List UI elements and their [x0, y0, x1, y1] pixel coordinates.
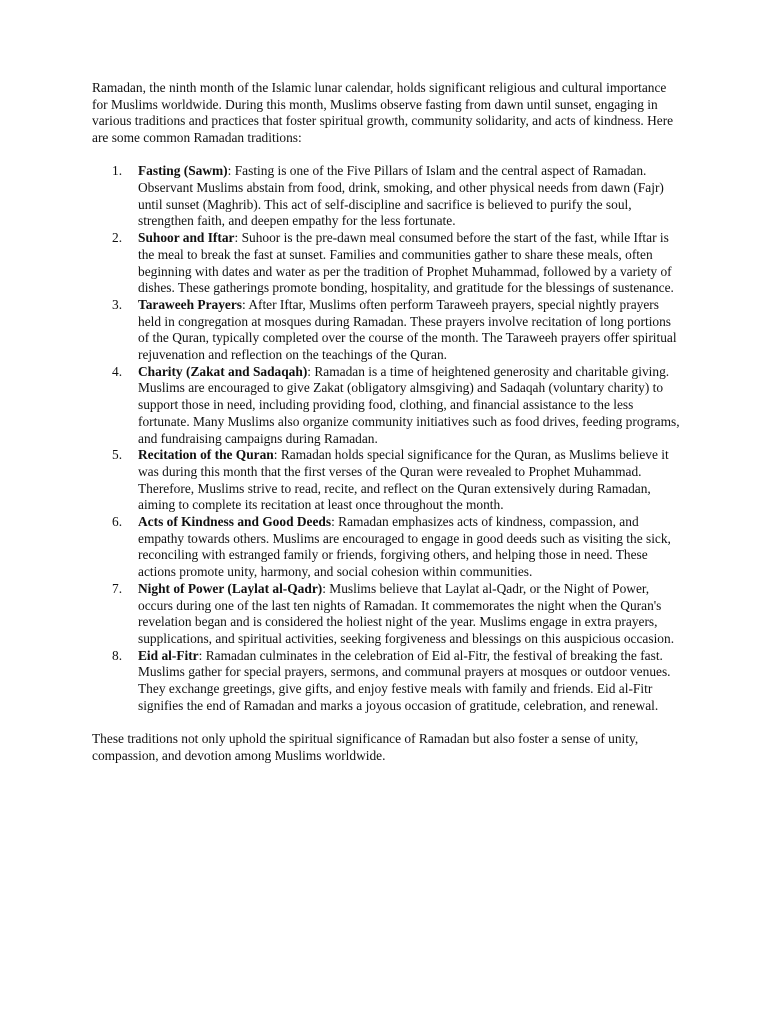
list-item-taraweeh	[112, 296, 682, 364]
list-item-night-of-power	[112, 580, 682, 648]
list-item-text: : Ramadan holds special significance for the Quran, as Muslims believe it was during this month that the first verses of the Quran were revealed to Prophet Muhammad. Therefore, Muslims strive to read, recite, and reflect on the Quran extensively during Ramadan, aiming to complete its recitation at least once throughout the month.	[138, 447, 669, 513]
list-item-title: Eid al-Fitr	[138, 647, 199, 663]
list-item-title: Acts of Kindness and Good Deeds	[138, 514, 332, 530]
list-item-kindness	[112, 514, 682, 581]
list-item-quran-recitation	[112, 447, 682, 514]
list-item-text: : Ramadan emphasizes acts of kindness, compassion, and empathy towards others. Muslims are encouraged to engage in good deeds such as visiting the sick, reconciling with estranged family or friends, forgiving others, and helping those in need. These actions promote unity, harmony, and social cohesion within communities.	[138, 514, 671, 580]
list-item-number: 2.	[112, 230, 123, 246]
list-item-number: 7.	[112, 580, 123, 596]
list-item-suhoor-iftar	[112, 230, 682, 297]
list-item-text: : Suhoor is the pre-dawn meal consumed before the start of the fast, while Iftar is the meal to break the fast at sunset. Families and communities gather to share these meals, often beginning with dates and water as per the tradition of Prophet Muhammad, followed by a variety of dishes. These gatherings promote bonding, hospitality, and gratitude for the blessings of sustenance.	[138, 230, 674, 296]
intro-paragraph: Ramadan, the ninth month of the Islamic lunar calendar, holds significant religious and cultural importance for Muslims worldwide. During this month, Muslims observe fasting from dawn until sunset, engaging in various traditions and practices that foster spiritual growth, community solidarity, and acts of kindness. Here are some common Ramadan traditions:	[92, 80, 674, 146]
list-item-title: Night of Power (Laylat al-Qadr)	[138, 580, 323, 596]
list-item-fasting	[112, 163, 682, 230]
list-item-text: : After Iftar, Muslims often perform Taraweeh prayers, special nightly prayers held in congregation at mosques during Ramadan. These prayers involve recitation of long portions of the Quran, typically completed over the course of the month. The Taraweeh prayers offer spiritual rejuvenation and reflection on the teachings of the Quran.	[138, 296, 677, 363]
document-page	[92, 80, 682, 764]
list-item-title: Suhoor and Iftar	[138, 230, 235, 246]
list-item-number: 4.	[112, 363, 123, 379]
closing-paragraph: These traditions not only uphold the spiritual significance of Ramadan but also foster a sense of unity, compassion, and devotion among Muslims worldwide.	[92, 731, 639, 763]
list-item-title: Charity (Zakat and Sadaqah)	[138, 363, 308, 379]
list-item-number: 5.	[112, 447, 123, 463]
list-item-text: : Ramadan is a time of heightened generosity and charitable giving. Muslims are encouraged to give Zakat (obligatory almsgiving) and Sadaqah (voluntary charity) to support those in need, including providing food, clothing, and financial assistance to the less fortunate. Many Muslims also organize community initiatives such as food drives, feeding programs, and fundraising campaigns during Ramadan.	[138, 363, 680, 446]
list-item-number: 1.	[112, 163, 123, 179]
list-item-number: 6.	[112, 514, 123, 530]
list-item-eid-al-fitr	[112, 647, 682, 715]
traditions-list	[92, 163, 682, 714]
list-item-text: : Ramadan culminates in the celebration of Eid al-Fitr, the festival of breaking the fast. Muslims gather for special prayers, sermons, and communal prayers at mosques or outdoor venues. They exchange greetings, give gifts, and enjoy festive meals with family and friends. Eid al-Fitr signifies the end of Ramadan and marks a joyous occasion of gratitude, celebration, and renewal.	[138, 647, 671, 713]
list-item-text: : Muslims believe that Laylat al-Qadr, or the Night of Power, occurs during one of the last ten nights of Ramadan. It commemorates the night when the Quran's revelation began and is considered the holiest night of the year. Muslims engage in extra prayers, supplications, and spiritual activities, seeking forgiveness and blessings on this auspicious occasion.	[138, 580, 675, 646]
list-item-title: Fasting (Sawm)	[138, 163, 228, 179]
list-item-number: 3.	[112, 296, 123, 312]
list-item-text: : Fasting is one of the Five Pillars of Islam and the central aspect of Ramadan. Observant Muslims abstain from food, drink, smoking, and other physical needs from dawn (Fajr) until sunset (Maghrib). This act of self-discipline and sacrifice is believed to purify the soul, strengthen faith, and deepen empathy for the less fortunate.	[138, 163, 664, 229]
list-item-title: Taraweeh Prayers	[138, 296, 242, 312]
list-item-title: Recitation of the Quran	[138, 447, 274, 463]
list-item-charity	[112, 363, 682, 448]
list-item-number: 8.	[112, 647, 123, 663]
